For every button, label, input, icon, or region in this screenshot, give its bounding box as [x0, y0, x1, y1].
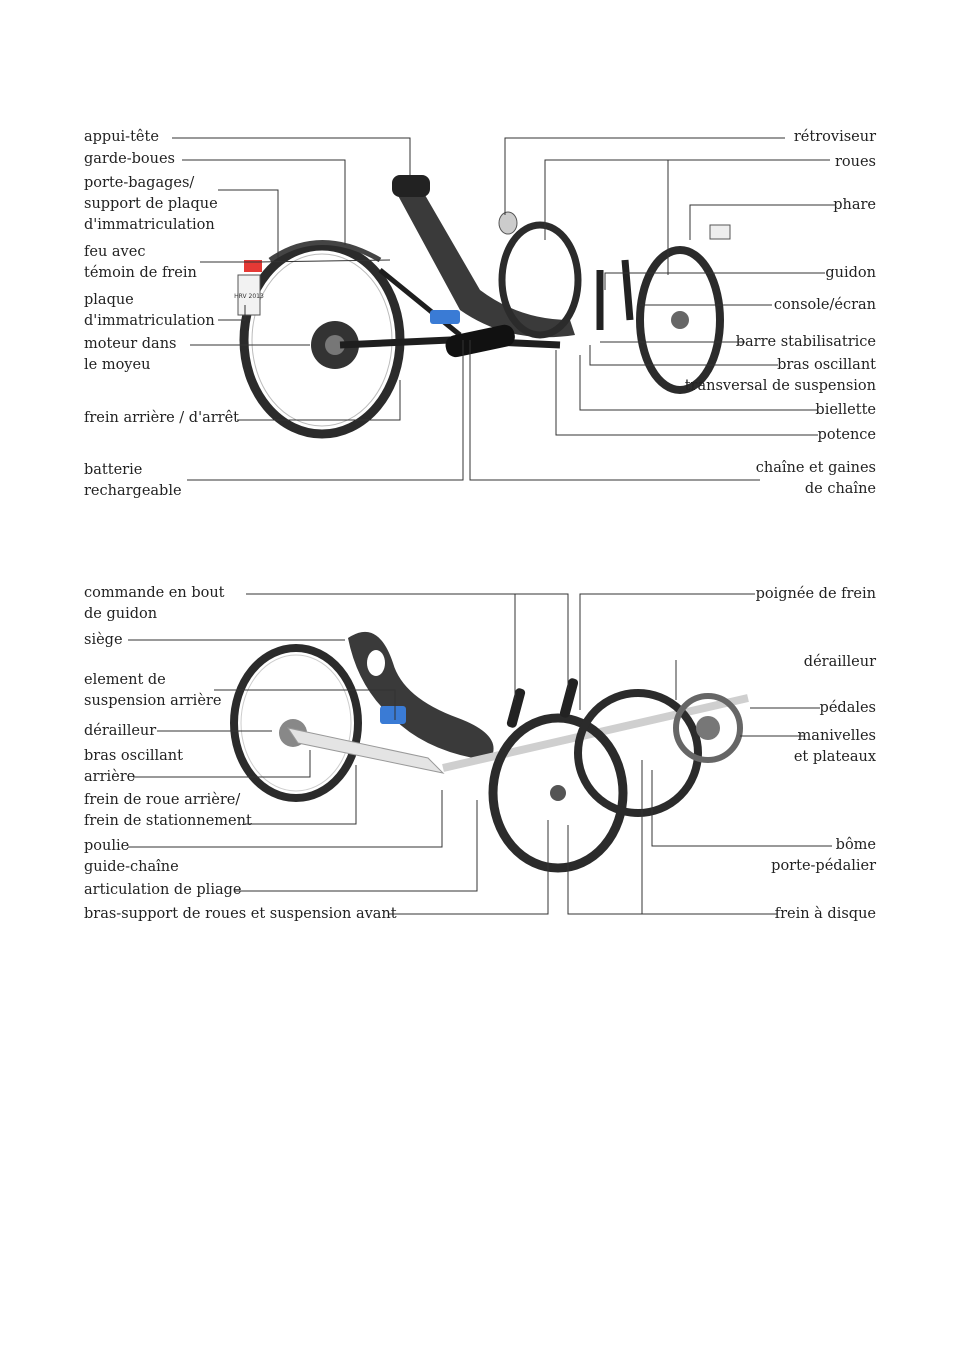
label-barre-stabilisatrice: barre stabilisatrice [735, 334, 876, 350]
label-derailleur-arriere: dérailleur [84, 723, 157, 739]
label-bras-support: bras-support de roues et suspension avant [84, 906, 397, 922]
label-element-suspension: element de suspension arrière [84, 672, 222, 709]
label-garde-boues: garde-boues [84, 151, 175, 167]
label-bras-oscillant-arriere: bras oscillant arrière [84, 748, 183, 785]
label-phare: phare [833, 197, 876, 213]
label-manivelles: manivelles et plateaux [793, 728, 876, 765]
label-frein-arriere: frein arrière / d'arrêt [84, 410, 239, 426]
label-bras-oscillant: bras oscillant transversal de suspension [684, 357, 876, 394]
label-retroviseur: rétroviseur [793, 129, 876, 145]
label-siege: siège [84, 632, 123, 648]
label-feu-frein: feu avec témoin de frein [84, 244, 197, 281]
label-moteur: moteur dans le moyeu [84, 336, 177, 373]
label-porte-bagages: porte-bagages/ support de plaque d'immatriculation [84, 175, 218, 233]
label-pedales: pédales [819, 700, 876, 716]
label-biellette: biellette [815, 402, 876, 418]
label-derailleur-avant: dérailleur [803, 654, 876, 670]
label-frein-roue-arriere: frein de roue arrière/ frein de stationnement [84, 792, 252, 829]
label-potence: potence [817, 427, 876, 443]
label-articulation: articulation de pliage [84, 882, 242, 898]
label-bome: bôme porte-pédalier [771, 837, 876, 874]
label-poignee-frein: poignée de frein [755, 586, 876, 602]
label-appui-tete: appui-tête [84, 129, 159, 145]
label-chaine: chaîne et gaines de chaîne [755, 460, 876, 497]
label-guidon: guidon [825, 265, 876, 281]
label-frein-disque: frein à disque [774, 906, 876, 922]
label-plaque: plaque d'immatriculation [84, 292, 215, 329]
label-commande: commande en bout de guidon [84, 585, 225, 622]
label-poulie: poulie guide-chaîne [84, 838, 179, 875]
label-roues: roues [834, 154, 876, 170]
label-console: console/écran [773, 297, 876, 313]
label-batterie: batterie rechargeable [84, 462, 182, 499]
plate-text: HRV 2013 [234, 293, 264, 300]
